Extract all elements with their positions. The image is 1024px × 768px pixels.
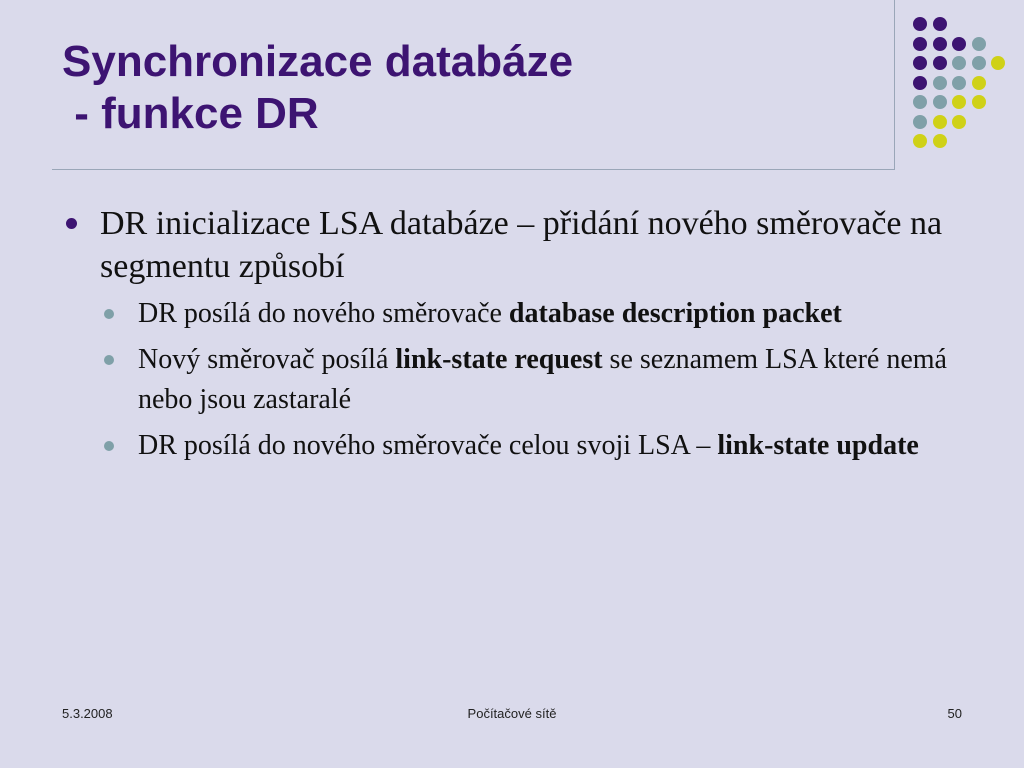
title-line-2: - funkce DR bbox=[62, 89, 319, 138]
sub-bullet-text-post: se seznamem LSA které nemá nebo jsou zastaralé bbox=[138, 344, 947, 415]
bullet-level2 bbox=[104, 340, 968, 420]
decorative-dot bbox=[913, 56, 927, 70]
sub-bullet-bold: database description packet bbox=[508, 298, 842, 329]
decorative-dot bbox=[952, 37, 966, 51]
decorative-dot bbox=[913, 76, 927, 90]
decorative-dot bbox=[972, 37, 986, 51]
bullet-text: DR inicializace LSA databáze – přidání nového směrovače na segmentu způsobí bbox=[100, 205, 943, 285]
bullet-level2 bbox=[104, 426, 968, 466]
decorative-dot bbox=[972, 56, 986, 70]
sub-bullet-text: DR posílá do nového směrovače celou svoji LSA – bbox=[138, 430, 718, 461]
decorative-dot bbox=[952, 115, 966, 129]
slide-body bbox=[64, 202, 964, 466]
sub-bullet-bold: link-state request bbox=[395, 344, 603, 375]
decorative-dot bbox=[933, 56, 947, 70]
decorative-dot bbox=[913, 17, 927, 31]
bullet-dot-icon bbox=[104, 309, 114, 319]
bullet-dot-icon bbox=[66, 218, 77, 229]
sub-bullet-bold: link-state update bbox=[717, 430, 919, 461]
footer-course: Počítačové sítě bbox=[467, 706, 557, 721]
decorative-dot bbox=[933, 17, 947, 31]
decorative-dot-grid bbox=[0, 0, 1024, 200]
decorative-dot bbox=[933, 115, 947, 129]
decorative-dot bbox=[913, 37, 927, 51]
bullet-level2 bbox=[104, 294, 968, 334]
decorative-dot bbox=[933, 134, 947, 148]
decorative-dot bbox=[933, 37, 947, 51]
decorative-dot bbox=[913, 115, 927, 129]
title-line-1: Synchronizace databáze bbox=[62, 37, 574, 86]
sub-bullet-text: DR posílá do nového směrovače bbox=[138, 298, 509, 329]
decorative-dot bbox=[952, 95, 966, 109]
decorative-dot bbox=[952, 76, 966, 90]
decorative-dot bbox=[991, 56, 1005, 70]
decorative-dot bbox=[933, 76, 947, 90]
bullet-dot-icon bbox=[104, 441, 114, 451]
decorative-dot bbox=[913, 134, 927, 148]
decorative-dot bbox=[972, 76, 986, 90]
footer-page-number: 50 bbox=[947, 706, 962, 721]
decorative-dot bbox=[933, 95, 947, 109]
bullet-dot-icon bbox=[104, 355, 114, 365]
sub-bullet-text: Nový směrovač posílá bbox=[138, 344, 396, 375]
decorative-dot bbox=[972, 95, 986, 109]
decorative-dot bbox=[913, 95, 927, 109]
bullet-level1 bbox=[64, 202, 964, 288]
footer-date: 5.3.2008 bbox=[62, 706, 113, 721]
decorative-dot bbox=[952, 56, 966, 70]
